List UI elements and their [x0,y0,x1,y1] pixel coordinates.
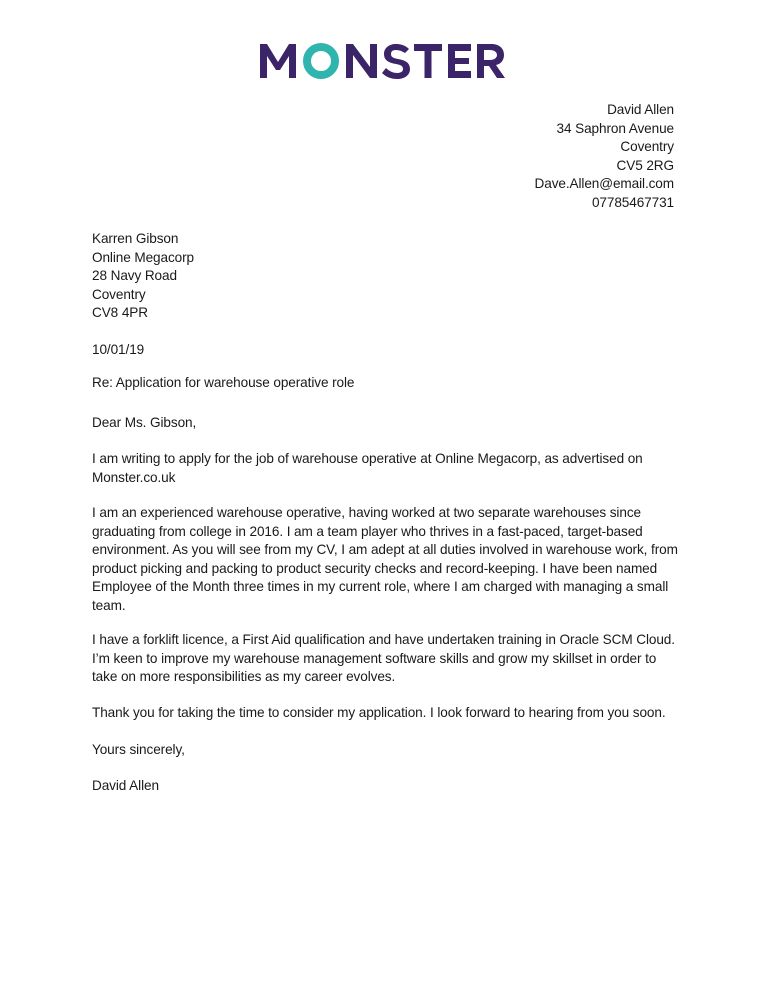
paragraph-line: Thank you for taking the time to consider my application. I look forward to hearing from you soon. [92,705,666,720]
sender-name: David Allen [607,102,674,117]
recipient-address-block [92,230,194,323]
sender-email: Dave.Allen@email.com [534,176,674,191]
salutation [92,414,692,433]
recipient-name: Karren Gibson [92,231,179,246]
letter-date [92,341,692,360]
paragraph-line: team. [92,597,126,613]
paragraph-4 [92,704,692,723]
date-text: 10/01/19 [92,342,145,357]
signature [92,777,692,796]
paragraph-line: I’m keen to improve my warehouse management software skills and grow my skillset in order to [92,650,657,666]
sender-street: 34 Saphron Avenue [556,120,674,136]
closing-text: Yours sincerely, [92,742,185,757]
paragraph-line: Monster.co.uk [92,469,176,485]
paragraph-line: take on more responsibilities as my career evolves. [92,669,396,684]
recipient-postcode: CV8 4PR [92,305,148,320]
paragraph-1 [92,450,692,487]
paragraph-line: I am writing to apply for the job of warehouse operative at Online Megacorp, as advertised on [92,451,643,466]
sender-postcode: CV5 2RG [616,157,674,173]
paragraph-line: Employee of the Month three times in my current role, where I am charged with managing a small [92,579,669,594]
sender-address-block [535,101,674,212]
paragraph-line: graduating from college in 2016. I am a team player who thrives in a fast-paced, target-based [92,523,643,539]
recipient-city: Coventry [92,286,146,302]
closing [92,741,692,760]
recipient-street: 28 Navy Road [92,268,177,283]
monster-logo-icon [258,38,508,82]
paragraph-line: I have a forklift licence, a First Aid qualification and have undertaken training in Oracle SCM Cloud. [92,632,675,647]
salutation-text: Dear Ms. Gibson, [92,415,197,430]
paragraph-line: I am an experienced warehouse operative, having worked at two separate warehouses since [92,505,641,520]
paragraph-line: product picking and packing to product security checks and record-keeping. I have been named [92,560,658,576]
recipient-company: Online Megacorp [92,249,195,265]
paragraph-3 [92,631,692,687]
signature-text: David Allen [92,778,159,793]
monster-logo [258,38,508,82]
sender-city: Coventry [620,139,674,154]
subject-line [92,374,692,393]
paragraph-2 [92,504,692,615]
sender-phone: 07785467731 [591,194,674,210]
subject-text: Re: Application for warehouse operative role [92,375,355,390]
paragraph-line: environment. As you will see from my CV, I am adept at all duties involved in warehouse work, from [92,542,678,557]
